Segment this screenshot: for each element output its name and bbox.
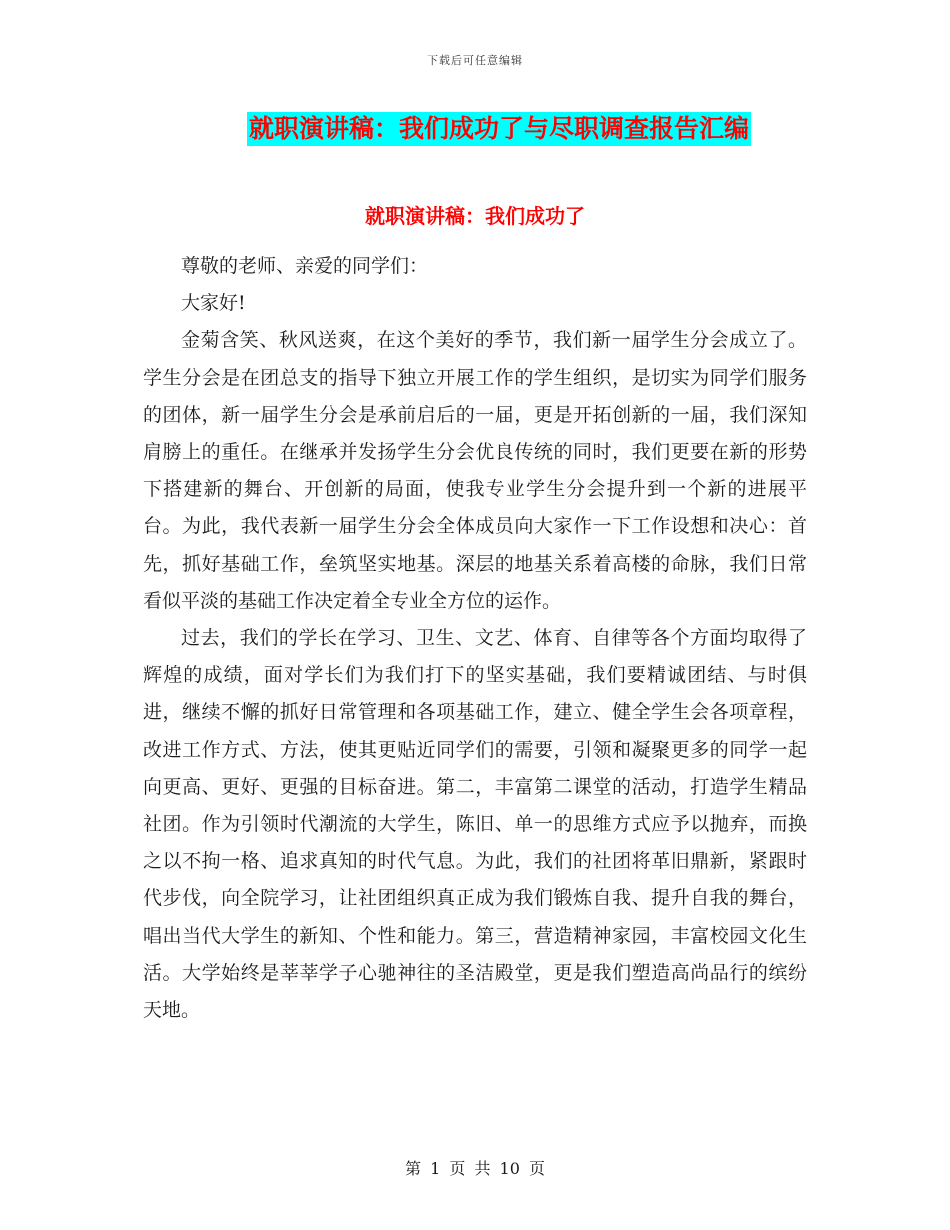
salutation: 尊敬的老师、亲爱的同学们： [181, 255, 429, 277]
body-paragraph-2: 过去，我们的学长在学习、卫生、文艺、体育、自律等各个方面均取得了辉煌的成绩，面对学长们为我们打下的坚实基础，我们要精诚团结、与时俱进，继续不懈的抓好日常管理和各项基础工作，建立、健全学生会各项章程，改进工作方式、方法，使其更贴近同学们的需要，引领和凝聚更多的同学一起向更高、更好、更强的目标奋进。第二，丰富第二课堂的活动，打造学生精品社团。作为引领时代潮流的大学生，陈旧、单一的思维方式应予以抛弃，而换之以不拘一格、追求真知的时代气息。为此，我们的社团将革旧鼎新，紧跟时代步伐，向全院学习，让社团组织真正成为我们锻炼自我、提升自我的舞台，唱出当代大学生的新知、个性和能力。第三，营造精神家园，丰富校园文化生活。大学始终是莘莘学子心驰神往的圣洁殿堂，更是我们塑造高尚品行的缤纷天地。 [143, 627, 807, 1022]
document-body [143, 248, 807, 1029]
page-number: 第 1 页 共 10 页 [405, 1159, 545, 1178]
body-paragraph-1: 金菊含笑、秋风送爽，在这个美好的季节，我们新一届学生分会成立了。学生分会是在团总支的指导下独立开展工作的学生组织，是切实为同学们服务的团体，新一届学生分会是承前启后的一届，更是开拓创新的一届，我们深知肩膀上的重任。在继承并发扬学生分会优良传统的同时，我们更要在新的形势下搭建新的舞台、开创新的局面，使我专业学生分会提升到一个新的进展平台。为此，我代表新一届学生分会全体成员向大家作一下工作设想和决心：首先，抓好基础工作，垒筑坚实地基。深层的地基关系着高楼的命脉，我们日常看似平淡的基础工作决定着全专业全方位的运作。 [143, 329, 807, 612]
page-header-note: 下载后可任意编辑 [427, 54, 523, 67]
main-title-container [0, 112, 950, 146]
section-title: 就职演讲稿：我们成功了 [365, 204, 585, 228]
main-title: 就职演讲稿：我们成功了与尽职调查报告汇编 [247, 112, 751, 146]
greeting: 大家好! [181, 292, 246, 315]
